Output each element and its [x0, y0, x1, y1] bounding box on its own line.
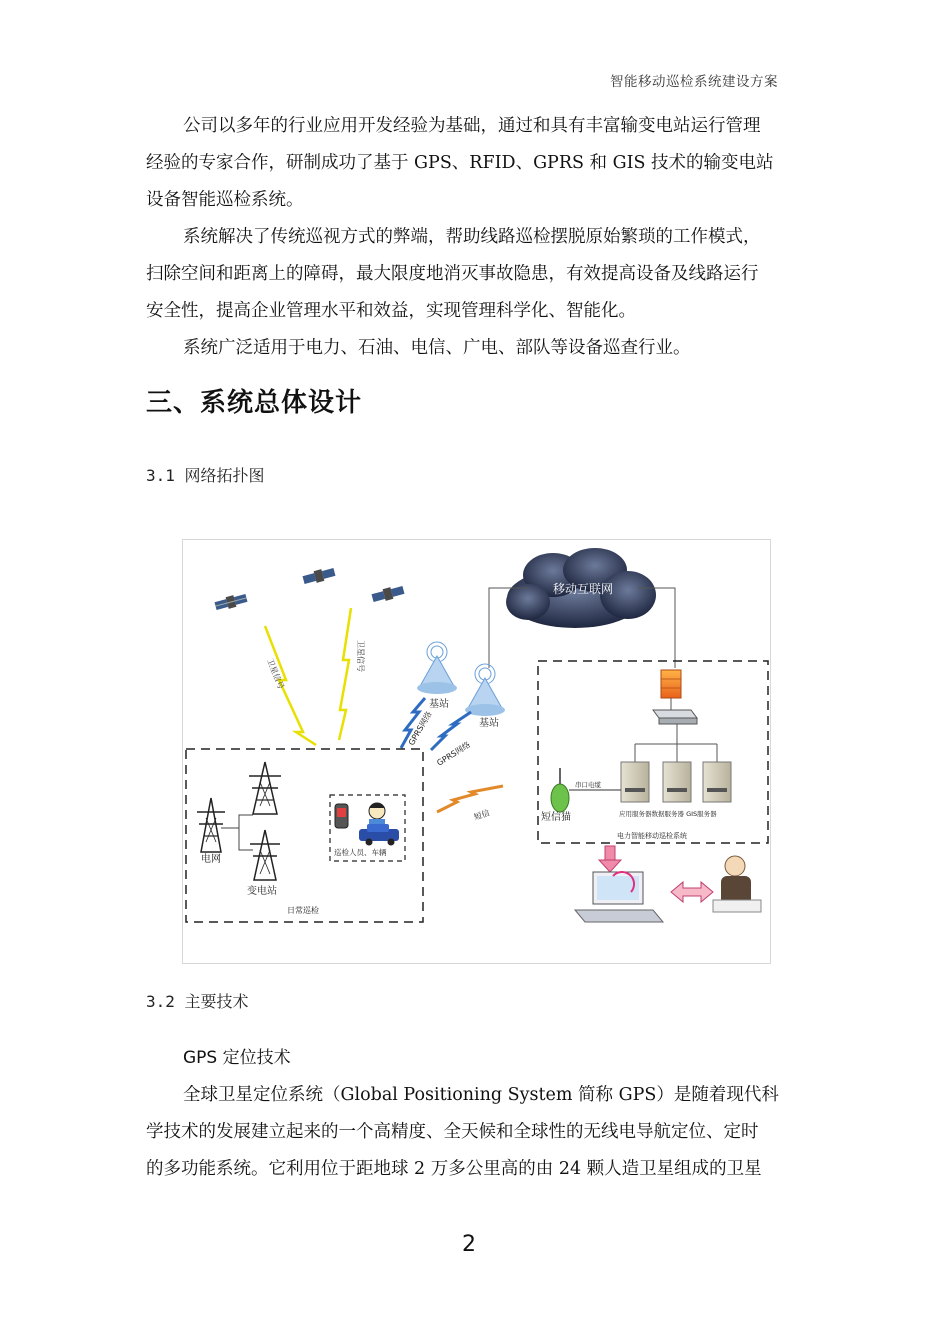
- gps-heading-text: GPS 定位技术: [183, 1048, 291, 1068]
- gprs-label: GPRS网络: [406, 709, 434, 747]
- satellite-signal-bolt: [339, 608, 351, 740]
- power-tower-icon: [249, 762, 281, 814]
- patrol-label: 巡检人员、车辆: [334, 848, 387, 857]
- gprs-label: GPRS网络: [435, 740, 473, 768]
- text-line: 扫除空间和距离上的障碍，最大限度地消灭事故隐患，有效提高设备及线路运行: [146, 264, 759, 284]
- phone-icon: [335, 804, 348, 828]
- switch-icon: [653, 710, 697, 724]
- connector-line: [239, 828, 253, 850]
- servers-label: 应用服务器数据服务器 GIS服务器: [619, 810, 717, 818]
- text-line: 学技术的发展建立起来的一个高精度、全天候和全球性的无线电导航定位、定时: [146, 1122, 759, 1142]
- gps-paragraph: [146, 1077, 808, 1188]
- text-line: 设备智能巡检系统。: [146, 190, 304, 210]
- double-arrow-icon: [671, 882, 713, 902]
- grid-label: 电网: [201, 854, 221, 865]
- car-icon: [359, 824, 399, 846]
- intro-paragraph-1: [146, 108, 808, 219]
- sms-modem-label: 短信猫: [541, 812, 571, 823]
- subsection-title-tech: 3.2 主要技术: [146, 992, 249, 1011]
- network-topology-figure: [182, 539, 771, 964]
- server-icon: [621, 762, 649, 802]
- power-tower-icon: [250, 830, 280, 880]
- monitor-icon: [575, 872, 663, 922]
- daily-patrol-label: 日常巡检: [287, 906, 319, 915]
- satellite-icon: [214, 592, 248, 612]
- base-station-label: 基站: [479, 718, 499, 729]
- satellite-icon: [371, 584, 405, 604]
- text-line: 系统广泛适用于电力、石油、电信、广电、部队等设备巡查行业。: [183, 338, 691, 358]
- topology-diagram: [183, 540, 770, 963]
- firewall-icon: [661, 670, 681, 698]
- sms-modem-icon: [551, 768, 569, 812]
- intro-paragraph-3: [146, 330, 808, 367]
- text-line: 经验的专家合作，研制成功了基于 GPS、RFID、GPRS 和 GIS 技术的输变电站: [146, 153, 774, 173]
- text-line: 系统解决了传统巡视方式的弊端，帮助线路巡检摆脱原始繁琐的工作模式，: [183, 227, 761, 247]
- gps-heading: [146, 1040, 808, 1077]
- base-station-label: 基站: [429, 699, 449, 710]
- system-label: 电力智能移动巡检系统: [617, 832, 687, 840]
- sms-signal-bolt: [437, 786, 503, 812]
- header-rule: [146, 96, 806, 97]
- substation-label: 变电站: [247, 886, 277, 897]
- subsection-title-topology: 3.1 网络拓扑图: [146, 466, 265, 485]
- base-station-icon: [465, 664, 505, 716]
- section-title: 三、系统总体设计: [146, 388, 363, 418]
- satellite-signal-label: 卫星信号: [265, 657, 286, 691]
- sms-label: 短信: [472, 808, 491, 822]
- cloud-label: 移动互联网: [553, 582, 614, 596]
- satellite-icon: [302, 566, 336, 586]
- intro-paragraph-2: [146, 219, 808, 330]
- satellite-signal-bolt: [265, 626, 316, 745]
- base-station-icon: [417, 642, 457, 694]
- person-icon: [369, 803, 385, 827]
- text-line: 公司以多年的行业应用开发经验为基础，通过和具有丰富输变电站运行管理: [183, 116, 761, 136]
- power-tower-icon: [197, 798, 225, 852]
- page-number: 2: [462, 1232, 476, 1257]
- text-line: 全球卫星定位系统（Global Positioning System 简称 GPS）是随着现代科: [183, 1085, 779, 1105]
- running-header: 智能移动巡检系统建设方案: [610, 74, 778, 90]
- text-line: 安全性，提高企业管理水平和效益，实现管理科学化、智能化。: [146, 301, 636, 321]
- server-icon: [703, 762, 731, 802]
- text-line: 的多功能系统。它利用位于距地球 2 万多公里高的由 24 颗人造卫星组成的卫星: [146, 1159, 762, 1179]
- down-arrow-icon: [599, 846, 621, 872]
- server-icon: [663, 762, 691, 802]
- satellite-signal-label: 卫星信号: [356, 640, 365, 672]
- connector-line: [221, 815, 253, 828]
- serial-cable-label: 串口电缆: [575, 781, 601, 789]
- operator-icon: [713, 856, 761, 912]
